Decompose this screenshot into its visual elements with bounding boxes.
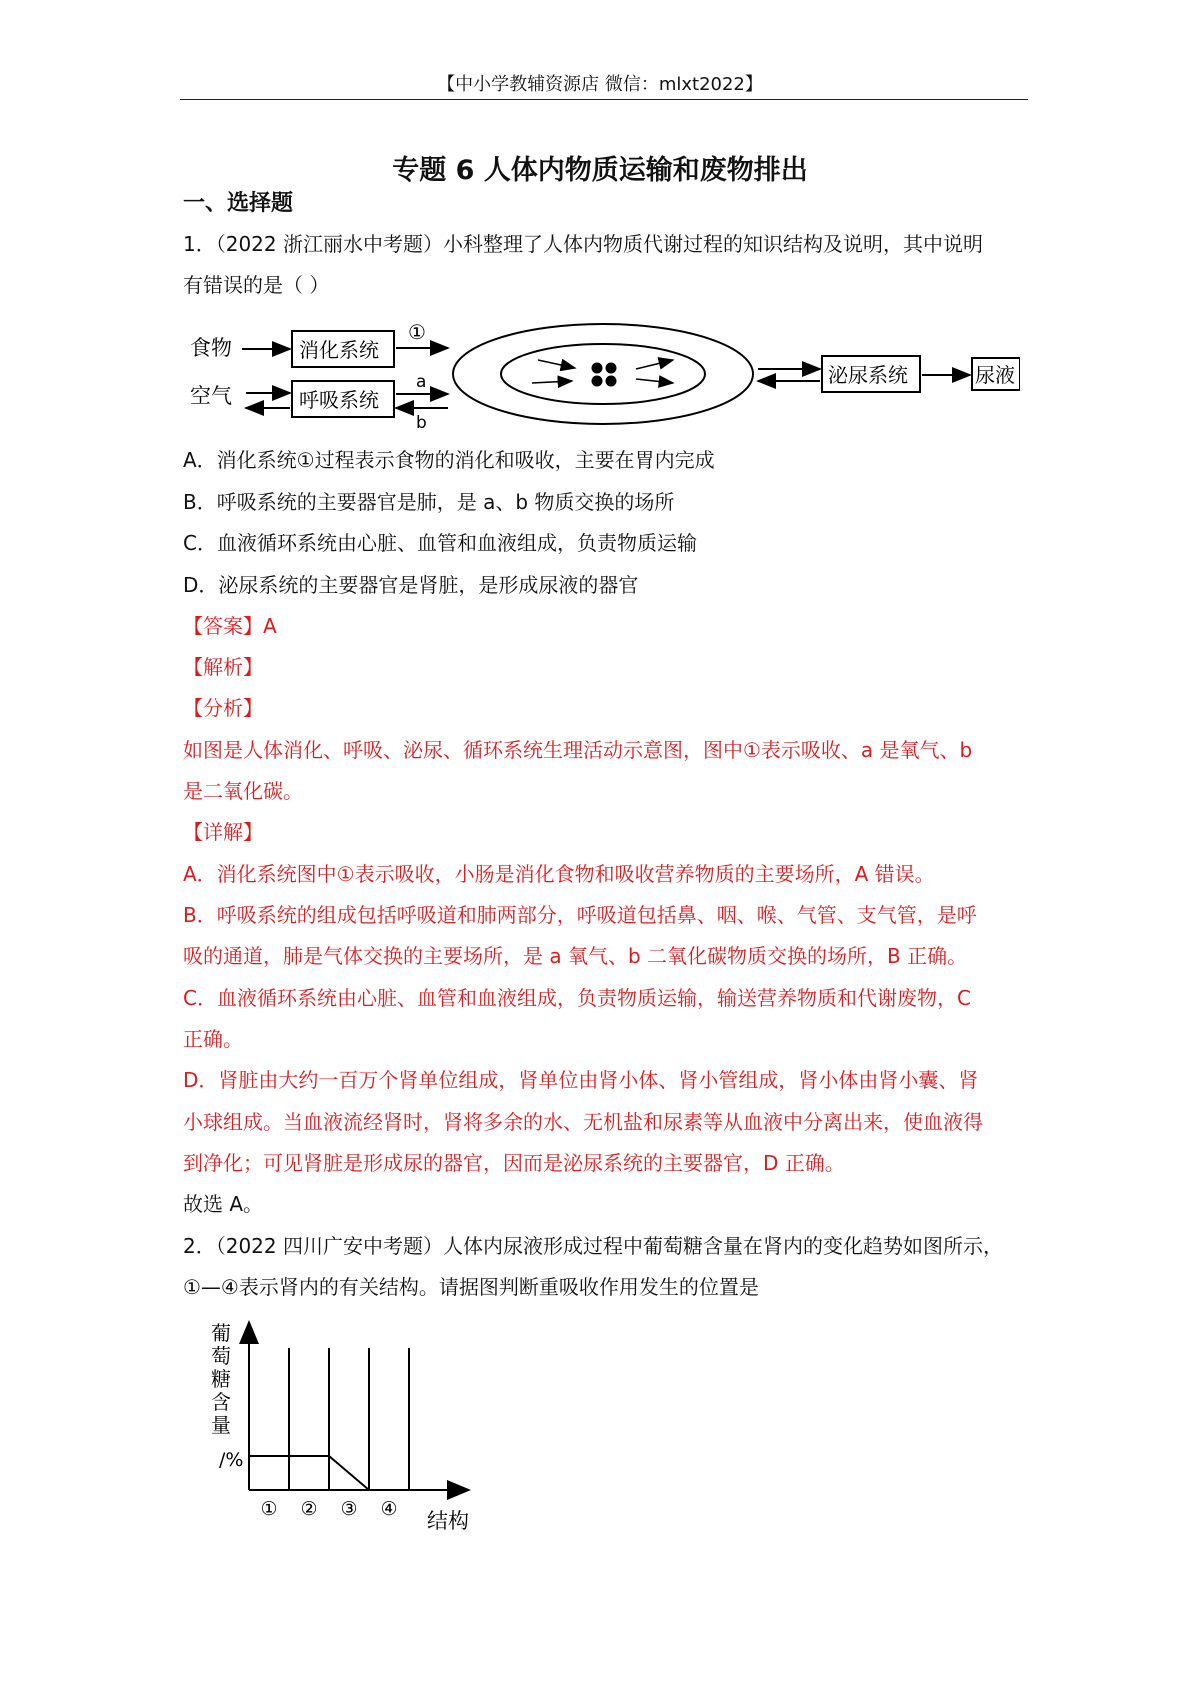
section-heading: 一、选择题 bbox=[183, 191, 294, 216]
y-axis-label-char: 含 bbox=[211, 1390, 231, 1414]
glucose-chart bbox=[205, 1318, 485, 1548]
q1-detail-b-line2: 吸的通道，肺是气体交换的主要场所，是 a 氧气、b 二氧化碳物质交换的场所，B 正确。 bbox=[183, 944, 968, 968]
q2-stem-line1: 2．（2022 四川广安中考题）人体内尿液形成过程中葡萄糖含量在肾内的变化趋势如图所示， bbox=[183, 1234, 1003, 1258]
q1-detail-b-line1: B．呼吸系统的组成包括呼吸道和肺两部分，呼吸道包括鼻、咽、喉、气管、支气管，是呼 bbox=[183, 903, 977, 927]
air-label: 空气 bbox=[190, 384, 232, 408]
q1-fenxi-line2: 是二氧化碳。 bbox=[183, 779, 303, 803]
x-axis-label: 结构 bbox=[427, 1509, 469, 1533]
circulation-inner-ring bbox=[501, 344, 705, 404]
inner-arrow-3 bbox=[636, 360, 673, 369]
y-axis-label-char: 葡 bbox=[211, 1321, 231, 1345]
page-title: 专题 6 人体内物质运输和废物排出 bbox=[392, 155, 808, 186]
q1-detail-d-line2: 小球组成。当血液流经肾时，肾将多余的水、无机盐和尿素等从血液中分离出来，使血液得 bbox=[183, 1110, 983, 1134]
header-divider bbox=[180, 99, 1028, 100]
respiratory-label: 呼吸系统 bbox=[299, 388, 379, 412]
page-header: 【中小学教辅资源店 微信：mlxt2022】 bbox=[437, 74, 763, 95]
urinary-label: 泌尿系统 bbox=[828, 363, 908, 387]
circled-1-label: ① bbox=[408, 320, 426, 344]
q1-xiangjie-heading: 【详解】 bbox=[183, 820, 263, 844]
q2-stem-line2: ①—④表示肾内的有关结构。请据图判断重吸收作用发生的位置是 bbox=[183, 1275, 759, 1299]
q1-fenxi-heading: 【分析】 bbox=[183, 696, 263, 720]
y-axis-label-char: 量 bbox=[211, 1413, 231, 1437]
inner-arrow-1 bbox=[538, 360, 575, 368]
y-axis-label-char: 萄 bbox=[211, 1344, 231, 1368]
urine-label: 尿液 bbox=[975, 363, 1015, 387]
q1-conclusion: 故选 A。 bbox=[183, 1192, 264, 1216]
heart-icon bbox=[592, 363, 617, 387]
q1-detail-c-line1: C．血液循环系统由心脏、血管和血液组成，负责物质运输，输送营养物质和代谢废物，C bbox=[183, 986, 971, 1010]
x-tick-label: ② bbox=[300, 1498, 318, 1520]
circulation-outer-ring bbox=[453, 324, 753, 424]
q1-detail-d-line3: 到净化；可见肾脏是形成尿的器官，因而是泌尿系统的主要器官，D 正确。 bbox=[183, 1151, 845, 1175]
metabolism-diagram bbox=[180, 315, 1020, 430]
x-tick-label: ④ bbox=[380, 1498, 398, 1520]
q1-option-b: B．呼吸系统的主要器官是肺，是 a、b 物质交换的场所 bbox=[183, 490, 675, 514]
q1-detail-c-line2: 正确。 bbox=[183, 1027, 243, 1051]
q1-fenxi-line1: 如图是人体消化、呼吸、泌尿、循环系统生理活动示意图，图中①表示吸收、a 是氧气、b bbox=[183, 738, 973, 762]
b-label: b bbox=[416, 413, 427, 430]
q1-stem-line1: 1．（2022 浙江丽水中考题）小科整理了人体内物质代谢过程的知识结构及说明，其中说明 bbox=[183, 232, 983, 256]
inner-arrow-4 bbox=[636, 379, 673, 383]
q1-option-a: A．消化系统①过程表示食物的消化和吸收，主要在胃内完成 bbox=[183, 448, 715, 472]
q1-stem-line2: 有错误的是（ ） bbox=[183, 273, 330, 297]
digestive-label: 消化系统 bbox=[299, 338, 379, 362]
q1-answer: 【答案】A bbox=[183, 614, 277, 638]
q1-option-c: C．血液循环系统由心脏、血管和血液组成，负责物质运输 bbox=[183, 531, 697, 555]
x-tick-label: ③ bbox=[340, 1498, 358, 1520]
glucose-series-line bbox=[249, 1456, 369, 1490]
q1-option-d: D．泌尿系统的主要器官是肾脏，是形成尿液的器官 bbox=[183, 573, 639, 597]
q1-detail-a: A．消化系统图中①表示吸收，小肠是消化食物和吸收营养物质的主要场所，A 错误。 bbox=[183, 862, 935, 886]
q1-detail-d-line1: D．肾脏由大约一百万个肾单位组成，肾单位由肾小体、肾小管组成，肾小体由肾小囊、肾 bbox=[183, 1068, 979, 1092]
q1-jiexi-heading: 【解析】 bbox=[183, 655, 263, 679]
x-tick-label: ① bbox=[260, 1498, 278, 1520]
a-label: a bbox=[416, 372, 427, 392]
y-axis-label-char: 糖 bbox=[211, 1367, 231, 1391]
y-axis-unit: /% bbox=[219, 1449, 244, 1471]
y-axis-label bbox=[211, 1321, 231, 1437]
food-label: 食物 bbox=[190, 336, 232, 360]
inner-arrow-2 bbox=[532, 381, 572, 383]
